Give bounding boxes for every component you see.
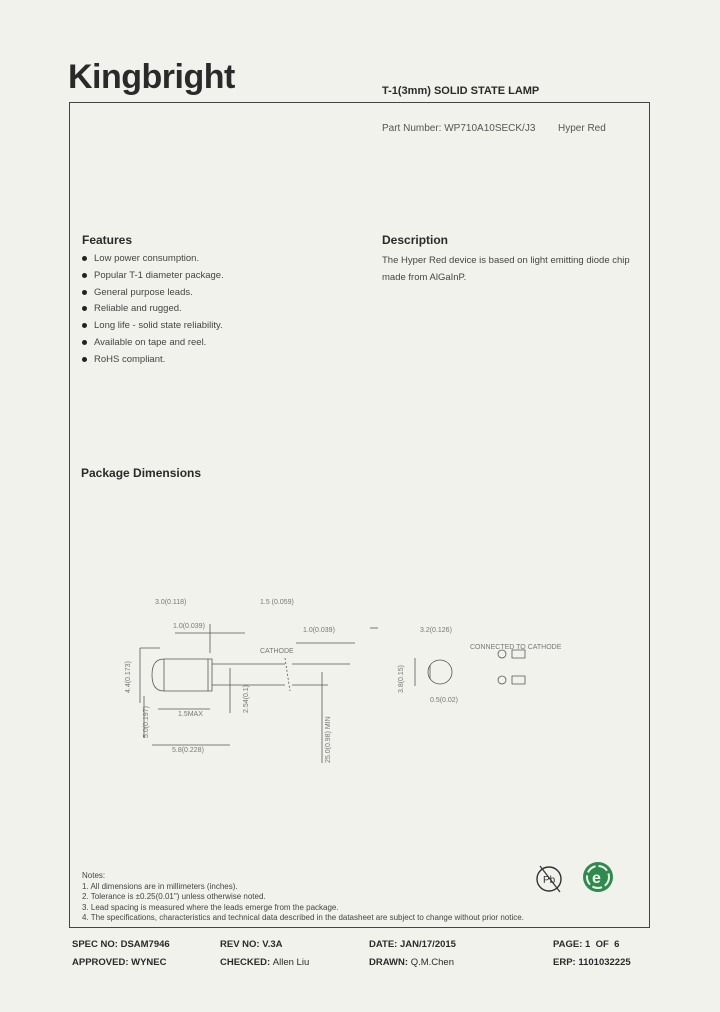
kingbright-logo: Kingbright [68, 58, 235, 96]
pb-label: Pb [543, 875, 556, 886]
drawn-label: DRAWN: [369, 957, 409, 968]
date [369, 939, 456, 950]
page-label: PAGE: [553, 939, 583, 950]
drawn [369, 957, 454, 968]
features-list [82, 253, 224, 371]
svg-text:CONNECTED TO CATHODE: CONNECTED TO CATHODE [470, 644, 562, 651]
package-dimensions-heading: Package Dimensions [81, 466, 202, 480]
spec-value: DSAM7946 [120, 939, 170, 950]
package-dimensions-drawing [100, 588, 620, 778]
svg-text:1.5MAX: 1.5MAX [178, 711, 203, 718]
footer-row-1 [0, 939, 720, 953]
svg-text:4.4(0.173): 4.4(0.173) [125, 661, 132, 693]
svg-text:1.5 (0.059): 1.5 (0.059) [260, 599, 294, 606]
checked-value: Allen Liu [272, 957, 310, 968]
note-line: 3. Lead spacing is measured where the leads emerge from the package. [82, 902, 339, 912]
svg-text:3.2(0.126): 3.2(0.126) [420, 627, 452, 634]
svg-text:3.0(0.118): 3.0(0.118) [155, 599, 187, 606]
pb-free-icon [535, 862, 565, 894]
rohs-label: e [592, 870, 601, 887]
notes-title: Notes: [82, 871, 106, 880]
description-text: The Hyper Red device is based on light emitting diode chip made from AlGaInP. [382, 255, 630, 283]
erp [553, 957, 631, 968]
features-heading: Features [82, 233, 133, 247]
list-item: Reliable and rugged. [82, 303, 224, 320]
approved-value: WYNEC [131, 957, 167, 968]
approved [72, 957, 167, 968]
svg-text:1.0(0.039): 1.0(0.039) [303, 627, 335, 634]
rev-label: REV NO: [220, 939, 260, 950]
note-line: 1. All dimensions are in millimeters (inches). [82, 881, 238, 891]
rohs-leaf-icon [581, 860, 615, 894]
rev-no [220, 939, 282, 950]
svg-text:3.8(0.15): 3.8(0.15) [398, 664, 405, 693]
list-item: Long life - solid state reliability. [82, 320, 224, 337]
note-line: 2. Tolerance is ±0.25(0.01") unless otherwise noted. [82, 892, 266, 901]
drawn-value: Q.M.Chen [410, 957, 454, 968]
date-value: JAN/17/2015 [399, 939, 456, 950]
page-number [553, 939, 619, 950]
svg-text:25.0(0.98) MIN: 25.0(0.98) MIN [325, 716, 332, 763]
part-number-line [382, 123, 606, 134]
rev-value: V.3A [262, 939, 283, 950]
description-heading: Description [382, 233, 449, 247]
checked [220, 957, 309, 968]
list-item: Low power consumption. [82, 253, 224, 270]
list-item: RoHS compliant. [82, 354, 224, 371]
svg-text:1.0(0.039): 1.0(0.039) [173, 623, 205, 630]
list-item: Available on tape and reel. [82, 337, 224, 354]
spec-label: SPEC NO: [72, 939, 118, 950]
erp-value: 1101032225 [578, 957, 631, 968]
emitting-color: Hyper Red [558, 123, 606, 134]
document-title: T-1(3mm) SOLID STATE LAMP [382, 85, 540, 97]
svg-text:5.0(0.197): 5.0(0.197) [143, 706, 150, 738]
footer-row-2 [0, 957, 720, 971]
checked-label: CHECKED: [220, 957, 271, 968]
content-frame [69, 102, 650, 928]
list-item: Popular T-1 diameter package. [82, 270, 224, 287]
erp-label: ERP: [553, 957, 576, 968]
date-label: DATE: [369, 939, 398, 950]
approved-label: APPROVED: [72, 957, 129, 968]
svg-text:5.8(0.228): 5.8(0.228) [172, 747, 204, 754]
list-item: General purpose leads. [82, 287, 224, 304]
note-line: 4. The specifications, characteristics and technical data described in the datasheet are subject to change without prior notice. [82, 913, 524, 922]
svg-text:0.5(0.02): 0.5(0.02) [430, 697, 459, 704]
part-number: Part Number: WP710A10SECK/J3 [382, 123, 536, 134]
notes-block [82, 871, 524, 924]
spec-no [72, 939, 170, 950]
svg-text:2.54(0.1): 2.54(0.1) [243, 684, 250, 713]
page-value: 1 OF 6 [585, 939, 620, 950]
svg-text:CATHODE: CATHODE [260, 648, 294, 655]
